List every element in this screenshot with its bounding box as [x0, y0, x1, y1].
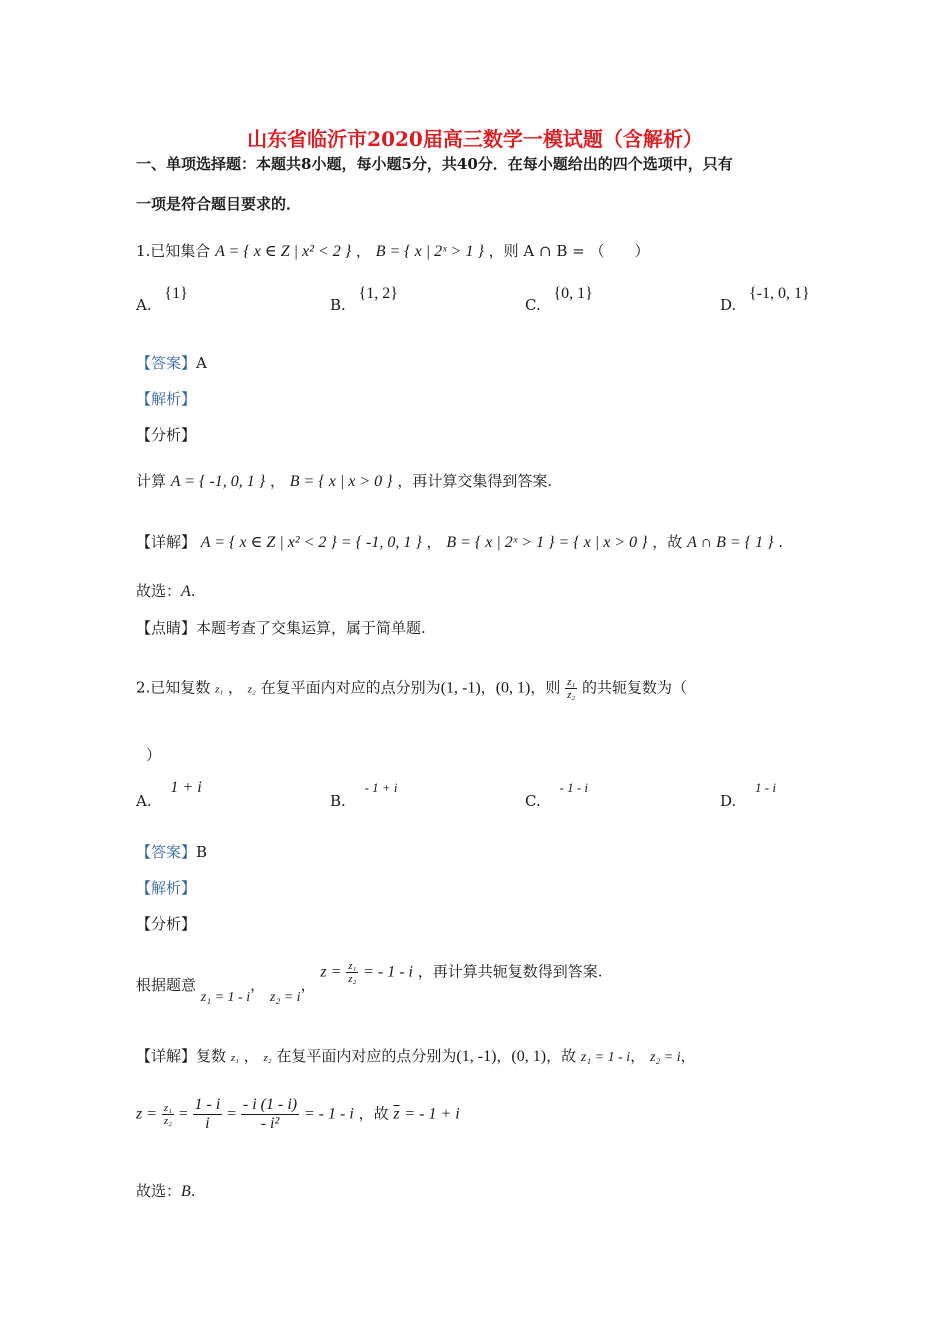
text: 故选：: [136, 1182, 182, 1200]
text: 的共轭复数为（: [582, 678, 688, 697]
math-final: = - 1 + i: [404, 1105, 460, 1123]
fraction-numerator: z₁: [163, 1102, 172, 1114]
text: 根据题意: [136, 975, 197, 994]
q2-fenxi-tag: 【分析】: [136, 915, 197, 933]
option-label: A.: [136, 792, 152, 810]
text: ，: [269, 472, 285, 490]
q2-option-c: [525, 780, 589, 810]
q1-sep: ，: [355, 242, 371, 260]
q2-option-a: [136, 779, 202, 811]
q1-stem: [136, 240, 650, 261]
text: .: [190, 1182, 196, 1200]
fraction-denominator: z₂: [163, 1115, 172, 1127]
option-label: B.: [330, 792, 346, 810]
math-z1: z₁ = 1 - i: [200, 989, 251, 1005]
math-set-b: B = { x | 2ˣ > 1 } = { x | x > 0 }: [446, 534, 648, 551]
text: ，: [480, 678, 496, 697]
section-heading-line2: 一项是符合题目要求的．: [136, 195, 302, 213]
q2-fenxi-body: 根据题意 z₁ = 1 - i， z₂ = i， z = $\frac{\text{z₁}}{\text{z₂}}$ = - 1 - i ，再计算共轭复数得到答案.: [136, 960, 603, 1005]
math-set-b: B = { x | x > 0 }: [289, 473, 393, 490]
q1-guxuan: [136, 580, 196, 601]
answer-tag: 【答案】: [136, 354, 197, 372]
xiangjie-tag: 【详解】: [136, 533, 197, 551]
q1-option-d: [720, 285, 810, 315]
text: 复数: [196, 1047, 227, 1065]
q1-suffix: ，则 A ∩ B = （ ）: [488, 242, 650, 260]
math-point-1: (1, -1): [440, 679, 481, 697]
option-label: C.: [525, 792, 541, 810]
math-z: z =: [320, 963, 342, 981]
option-value: {1}: [164, 285, 188, 302]
text: ，: [227, 678, 243, 697]
text: ，故: [358, 1104, 389, 1123]
option-value: {1, 2}: [358, 285, 398, 302]
text: 故选：: [136, 582, 182, 600]
answer-value: B: [181, 1183, 191, 1200]
text: ，再计算共轭复数得到答案.: [417, 962, 603, 981]
math-point-2: (0, 1): [495, 679, 531, 697]
option-value: {0, 1}: [553, 285, 593, 302]
math-fraction: [346, 960, 358, 985]
math-fraction: [565, 676, 577, 701]
q1-prefix: 1.已知集合: [136, 242, 211, 260]
option-value: 1 + i: [170, 779, 202, 796]
math-z2: z₂: [263, 1052, 272, 1064]
dianjing-tag: 【点睛】: [136, 619, 197, 637]
math-fraction-2: [193, 1096, 223, 1133]
option-label: B.: [330, 296, 346, 314]
math-z2: z₂ = i: [269, 989, 301, 1005]
math-point-1: (1, -1): [456, 1048, 497, 1065]
q1-fenxi-body: [136, 470, 552, 491]
text: ，: [496, 1047, 512, 1065]
option-value: - 1 + i: [364, 780, 398, 795]
math-set-a: A = { x ∈ Z | x² < 2 } = { -1, 0, 1 }: [200, 534, 422, 551]
math-z-conjugate: $\overline{z}$: [393, 1105, 400, 1123]
text: ，: [426, 533, 442, 551]
q2-guxuan: [136, 1180, 196, 1201]
answer-value: B: [196, 843, 208, 861]
option-label: D.: [720, 296, 737, 314]
answer-value: A: [196, 354, 207, 372]
option-value: - 1 - i: [559, 780, 589, 795]
math-z1: z₁: [230, 1052, 239, 1064]
q2-option-b: [330, 780, 398, 810]
text: ，则: [530, 678, 561, 697]
option-label: C.: [525, 296, 541, 314]
q1-set-b: B = { x | 2ˣ > 1 }: [375, 243, 484, 260]
text: ，故: [652, 533, 683, 551]
math-intersection: A ∩ B = { 1 }: [687, 534, 774, 551]
math-z1: z₁: [215, 683, 224, 696]
q2-xiangjie-body: 【详解】复数 z₁ ， z₂ 在复平面内对应的点分别为(1, -1)，(0, 1)，故 z₁ = 1 - i， z₂ = i，: [136, 1047, 696, 1065]
text: .: [778, 533, 784, 551]
q1-jiexi-tag: 【解析】: [136, 390, 197, 408]
answer-value: A: [181, 583, 191, 600]
q2-jiexi-tag: 【解析】: [136, 879, 197, 897]
math-z2-value: z₂ = i: [649, 1050, 681, 1065]
fraction-denominator: i: [205, 1115, 210, 1132]
q1-xiangjie-body: [136, 531, 783, 552]
math-fraction-1: [162, 1102, 174, 1127]
text: .: [190, 582, 196, 600]
text: ，故: [546, 1047, 577, 1065]
q1-option-c: [525, 285, 593, 315]
q2-stem: [136, 676, 687, 701]
text: 在复平面内对应的点分别为: [276, 1047, 457, 1065]
text: 本题考查了交集运算，属于简单题.: [196, 619, 426, 637]
fraction-denominator: z₂: [348, 973, 357, 985]
math-result: = - 1 - i: [363, 963, 413, 981]
xiangjie-tag: 【详解】: [136, 1047, 197, 1065]
q1-option-a: [136, 285, 188, 315]
q1-option-b: [330, 285, 398, 315]
fraction-denominator: - i²: [260, 1115, 280, 1132]
text: 计算: [136, 472, 167, 490]
option-label: A.: [136, 296, 152, 314]
text: 在复平面内对应的点分别为: [260, 678, 441, 697]
math-fraction-3: [241, 1096, 299, 1133]
q1-dianjing: [136, 617, 426, 638]
math-set-a: A = { -1, 0, 1 }: [170, 473, 266, 490]
fraction-denominator: z₂: [567, 689, 576, 701]
answer-tag: 【答案】: [136, 843, 197, 861]
page-title: 山东省临沂市2020届高三数学一模试题（含解析）: [247, 127, 703, 151]
option-value: {-1, 0, 1}: [749, 285, 810, 302]
text: 2.已知复数: [136, 678, 211, 697]
fraction-numerator: 1 - i: [194, 1096, 221, 1113]
text: ，再计算交集得到答案.: [397, 472, 553, 490]
fraction-numerator: z₁: [348, 960, 357, 972]
q1-answer: [136, 352, 207, 373]
text: ，: [243, 1047, 259, 1065]
math-z: z =: [136, 1105, 158, 1123]
fraction-numerator: z₁: [567, 676, 576, 688]
math-z1-value: z₁ = 1 - i: [580, 1050, 631, 1065]
fraction-numerator: - i (1 - i): [242, 1096, 298, 1113]
math-z2: z₂: [247, 683, 256, 696]
q2-equation: z = $\frac{\text{z₁}}{\text{z₂}}$ = $\frac{1 - i}{i}$ = $\frac{- i (1 - i)}{\text{- i²}}$ = - 1 - i ，故 $\overline{z}$ = - 1 + i: [136, 1096, 460, 1132]
q2-answer: [136, 841, 207, 862]
math-point-2: (0, 1): [511, 1048, 547, 1065]
section-heading-line1: 一、单项选择题：本题共8小题，每小题5分，共40分．在每小题给出的四个选项中，只有: [136, 155, 733, 173]
q2-close-paren: ）: [146, 746, 162, 764]
option-label: D.: [720, 792, 737, 810]
q2-option-d: [720, 780, 776, 810]
math-result: = - 1 - i: [303, 1105, 354, 1123]
q1-set-a: A = { x ∈ Z | x² < 2 }: [215, 243, 352, 260]
q1-fenxi-tag: 【分析】: [136, 426, 197, 444]
option-value: 1 - i: [755, 780, 776, 795]
